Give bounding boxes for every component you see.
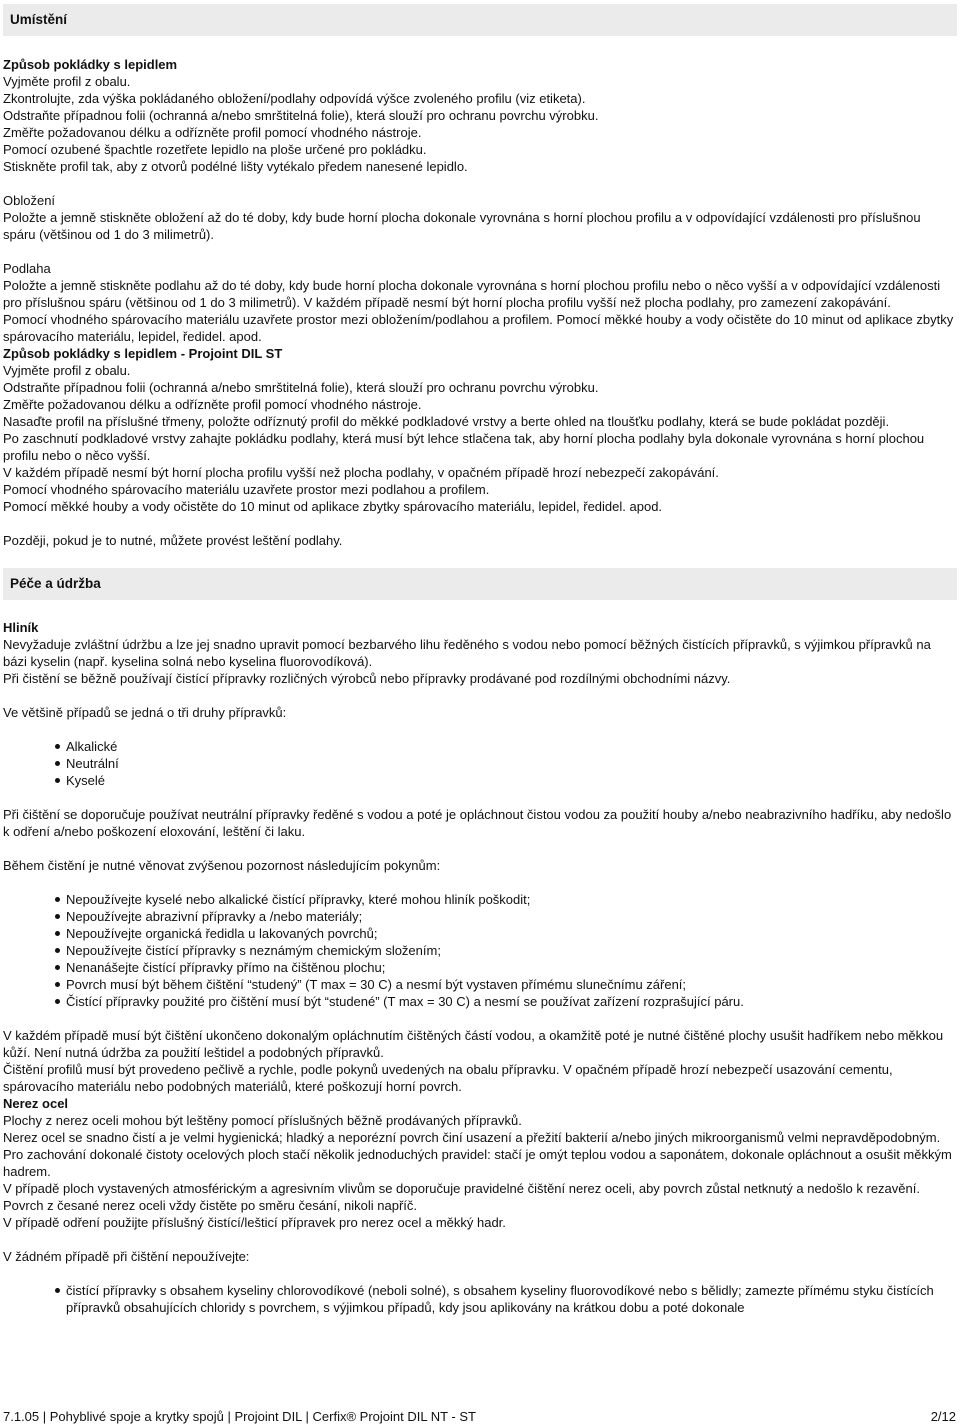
paragraph: Povrch z česané nerez oceli vždy čistěte po směru česání, nikoli napříč. xyxy=(3,1198,418,1213)
paragraph: Čištění profilů musí být provedeno pečlivě a rychle, podle pokynů uvedených na obalu přípravku. V opačném případě hrozí nebezpečí usazování cementu, spárovacího materiálu nebo podobných materiálů, které poškozují horní povrch. xyxy=(3,1062,893,1094)
paragraph: Pro zachování dokonalé čistoty ocelových ploch stačí několik jednoduchých pravidel: stačí je omýt teplou vodou a saponátem, dokonale opláchnout a osušit měkkým hadrem. xyxy=(3,1147,952,1179)
subheading-nerez: Nerez ocel xyxy=(3,1096,69,1111)
list-item: Kyselé xyxy=(66,772,956,789)
section-title: Umístění xyxy=(10,12,68,27)
paragraph: Plochy z nerez oceli mohou být leštěny pomocí příslušných běžně prodávaných přípravků. xyxy=(3,1113,522,1128)
text-line: Později, pokud je to nutné, můžete provést leštění podlahy. xyxy=(3,533,343,548)
rules-list xyxy=(3,891,956,1010)
list-item: Neutrální xyxy=(66,755,956,772)
text-line: Pomocí vhodného spárovacího materiálu uzavřete prostor mezi podlahou a profilem. xyxy=(3,482,490,497)
paragraph: V každém případě musí být čištění ukončeno dokonalým opláchnutím čištěných částí vodou, a okamžitě poté je nutné čištěné plochy usušit hadříkem nebo měkkou kůží. Není nutná údržba za použití leštidel a podobných přípravků. xyxy=(3,1028,944,1060)
text-line: Odstraňte případnou folii (ochranná a/nebo smrštitelná folie), která slouží pro ochranu povrchu výrobku. xyxy=(3,108,599,123)
list-item: Nepoužívejte čistící přípravky s neznámým chemickým složením; xyxy=(66,942,956,959)
page-number: 2/12 xyxy=(930,1409,956,1424)
section-header-umisteni xyxy=(3,4,957,36)
subheading: Způsob pokládky s lepidlem xyxy=(3,57,178,72)
paragraph: V případě odření použijte příslušný čistící/lešticí přípravek pro nerez ocel a měkký hadr. xyxy=(3,1215,506,1230)
list-item: Nepoužívejte organická ředidla u lakovaných povrchů; xyxy=(66,925,956,942)
never-list xyxy=(3,1282,956,1316)
podlaha-text-2: Pomocí vhodného spárovacího materiálu uzavřete prostor mezi obložením/podlahou a profilem. Pomocí měkké houby a vody očistěte do 10 minut od aplikace zbytky spárovacího materiálu, lepidel, ředidel. apod. xyxy=(3,312,954,344)
paragraph: Ve většině případů se jedná o tři druhy přípravků: xyxy=(3,705,287,720)
list-item: čistící přípravky s obsahem kyseliny chlorovodíkové (neboli solné), s obsahem kyseliny fluorovodíkové nebo s bělidly; zamezte přímému styku čistících přípravků obsahujících chloridy s povrchem, s výjimkou případů, kdy jsou aplikovány na krátkou dobu a poté dokonale xyxy=(66,1282,956,1316)
subheading: Způsob pokládky s lepidlem - Projoint DIL ST xyxy=(3,346,283,361)
text-line: V každém případě nesmí být horní plocha profilu vyšší než plocha podlahy, v opačném případě hrozí nebezpečí zakopávání. xyxy=(3,465,719,480)
text-line: Změřte požadovanou délku a odřízněte profil pomocí vhodného nástroje. xyxy=(3,397,422,412)
text-line: Pomocí měkké houby a vody očistěte do 10 minut od aplikace zbytky spárovacího materiálu, lepidel, ředidel. apod. xyxy=(3,499,663,514)
text-line: Pomocí ozubené špachtle rozetřete lepidlo na ploše určené pro pokládku. xyxy=(3,142,427,157)
text-line: Změřte požadovanou délku a odřízněte profil pomocí vhodného nástroje. xyxy=(3,125,422,140)
paragraph: Nevyžaduje zvláštní údržbu a lze jej snadno upravit pomocí bezbarvého lihu ředěného s vodou nebo pomocí běžných čistících přípravků, s výjimkou přípravků na bázi kyselin (např. kyselina solná nebo kyselina fluorovodíková). xyxy=(3,637,931,669)
section-umisteni-content xyxy=(0,36,960,549)
section-pece-content xyxy=(0,600,960,1316)
paragraph: Nerez ocel se snadno čistí a je velmi hygienická; hladký a neporézní povrch činí usazení a přežití bakterií a/nebo jiných mikroorganismů velmi nepravděpodobným. xyxy=(3,1130,941,1145)
footer-doc-path: 7.1.05 | Pohyblivé spoje a krytky spojů | Projoint DIL | Cerfix® Projoint DIL NT - ST xyxy=(3,1409,476,1424)
obklad-title: Obložení xyxy=(3,193,56,208)
subheading-hlinik: Hliník xyxy=(3,620,39,635)
list-item: Alkalické xyxy=(66,738,956,755)
section-header-pece xyxy=(3,568,957,600)
paragraph: V případě ploch vystavených atmosférickým a agresivním vlivům se doporučuje pravidelné čištění nerez oceli, aby povrch zůstal netknutý a nedošlo k rezavění. xyxy=(3,1181,920,1196)
text-line: Vyjměte profil z obalu. xyxy=(3,74,131,89)
paragraph: Při čistění se běžně používají čistící přípravky rozličných výrobců nebo přípravky prodávané pod rozdílnými obchodními názvy. xyxy=(3,671,731,686)
paragraph: V žádném případě při čištění nepoužívejte: xyxy=(3,1249,250,1264)
page-footer xyxy=(3,1408,956,1425)
podlaha-text: Položte a jemně stiskněte podlahu až do té doby, kdy bude horní plocha dokonale vyrovnána s horní plochou profilu nebo o něco vyšší a v odpovídající vzdálenosti pro příslušnou spáru (většinou od 1 do 3 milimetrů). V každém případě nesmí být horní plocha profilu vyšší než plocha podlahy, pro zamezení zakopávání. xyxy=(3,278,941,310)
list-item: Čistící přípravky použité pro čištění musí být “studené” (T max = 30 C) a nesmí se používat zařízení rozprašující páru. xyxy=(66,993,956,1010)
text-line: Stiskněte profil tak, aby z otvorů podélné lišty vytékalo předem nanesené lepidlo. xyxy=(3,159,468,174)
text-line: Zkontrolujte, zda výška pokládaného obložení/podlahy odpovídá výšce zvoleného profilu (viz etiketa). xyxy=(3,91,586,106)
list-item: Nenanášejte čistící přípravky přímo na čištěnou plochu; xyxy=(66,959,956,976)
text-line: Odstraňte případnou folii (ochranná a/nebo smrštitelná folie), která slouží pro ochranu povrchu výrobku. xyxy=(3,380,599,395)
text-line: Nasaďte profil na příslušné třmeny, položte odříznutý profil do měkké podkladové vrstvy a berte ohled na tloušťku podlahy, která se bude pokládat později. xyxy=(3,414,890,429)
list-item: Povrch musí být během čištění “studený” (T max = 30 C) a nesmí být vystaven přímému slunečnímu záření; xyxy=(66,976,956,993)
text-line: Po zaschnutí podkladové vrstvy zahajte pokládku podlahy, která musí být lehce stlačena tak, aby horní plocha podlahy byla dokonale vyrovnána s horní plochou profilu nebo o něco vyšší. xyxy=(3,431,925,463)
list-item: Nepoužívejte kyselé nebo alkalické čistící přípravky, které mohou hliník poškodit; xyxy=(66,891,956,908)
text-line: Vyjměte profil z obalu. xyxy=(3,363,131,378)
paragraph: Během čistění je nutné věnovat zvýšenou pozornost následujícím pokynům: xyxy=(3,858,441,873)
podlaha-title: Podlaha xyxy=(3,261,51,276)
types-list xyxy=(3,738,956,789)
obklad-text: Položte a jemně stiskněte obložení až do té doby, kdy bude horní plocha dokonale vyrovnána s horní plochou profilu a v odpovídající vzdálenosti pro příslušnou spáru (většinou od 1 do 3 milimetrů). xyxy=(3,210,921,242)
paragraph: Při čištění se doporučuje používat neutrální přípravky ředěné s vodou a poté je opláchnout čistou vodou za použití houby a/nebo neabrazivního hadříku, aby nedošlo k odření a/nebo poškození eloxování, leštění či laku. xyxy=(3,807,952,839)
list-item: Nepoužívejte abrazivní přípravky a /nebo materiály; xyxy=(66,908,956,925)
section-title: Péče a údržba xyxy=(10,576,101,591)
